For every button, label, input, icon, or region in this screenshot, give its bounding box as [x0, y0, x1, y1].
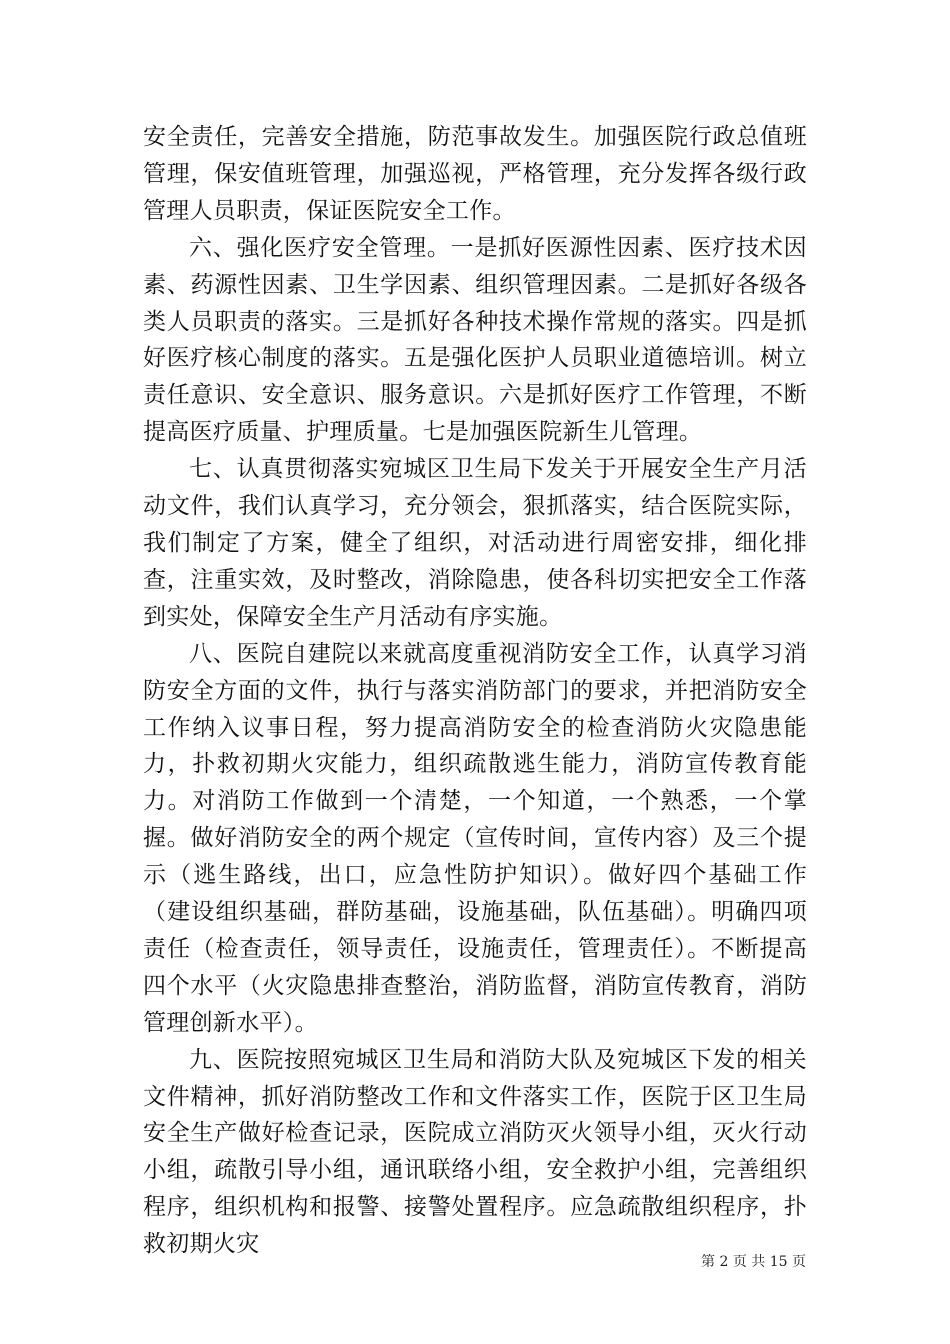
- document-body: [143, 119, 807, 1263]
- paragraph-eight-fire-safety: 八、医院自建院以来就高度重视消防安全工作，认真学习消防安全方面的文件，执行与落实消防部门的要求，并把消防安全工作纳入议事日程，努力提高消防安全的检查消防火灾隐患能力，扑救初期火灾能力，组织疏散逃生能力，消防宣传教育能力。对消防工作做到一个清楚，一个知道，一个熟悉，一个掌握。做好消防安全的两个规定（宣传时间，宣传内容）及三个提示（逃生路线，出口，应急性防护知识）。做好四个基础工作（建设组织基础，群防基础，设施基础，队伍基础）。明确四项责任（检查责任，领导责任，设施责任，管理责任）。不断提高四个水平（火灾隐患排查整治，消防监督，消防宣传教育，消防管理创新水平）。: [143, 640, 807, 1036]
- paragraph-nine-fire-rectification: 九、医院按照宛城区卫生局和消防大队及宛城区下发的相关文件精神，抓好消防整改工作和文件落实工作，医院于区卫生局安全生产做好检查记录，医院成立消防灭火领导小组，灭火行动小组，疏散引导小组，通讯联络小组，安全救护小组，完善组织程序，组织机构和报警、接警处置程序。应急疏散组织程序，扑救初期火灾: [143, 1046, 807, 1258]
- paragraph-six-medical-safety: 六、强化医疗安全管理。一是抓好医源性因素、医疗技术因素、药源性因素、卫生学因素、组织管理因素。二是抓好各级各类人员职责的落实。三是抓好各种技术操作常规的落实。四是抓好医疗核心制度的落实。五是强化医护人员职业道德培训。树立责任意识、安全意识、服务意识。六是抓好医疗工作管理，不断提高医疗质量、护理质量。七是加强医院新生儿管理。: [143, 234, 807, 446]
- page-number-footer: 第 2 页 共 15 页: [701, 1254, 806, 1270]
- paragraph-continued: 安全责任，完善安全措施，防范事故发生。加强医院行政总值班管理，保安值班管理，加强巡视，严格管理，充分发挥各级行政管理人员职责，保证医院安全工作。: [143, 124, 807, 224]
- paragraph-seven-safety-month: 七、认真贯彻落实宛城区卫生局下发关于开展安全生产月活动文件，我们认真学习，充分领会，狠抓落实，结合医院实际，我们制定了方案，健全了组织，对活动进行周密安排，细化排查，注重实效，及时整改，消除隐患，使各科切实把安全工作落到实处，保障安全生产月活动有序实施。: [143, 456, 807, 630]
